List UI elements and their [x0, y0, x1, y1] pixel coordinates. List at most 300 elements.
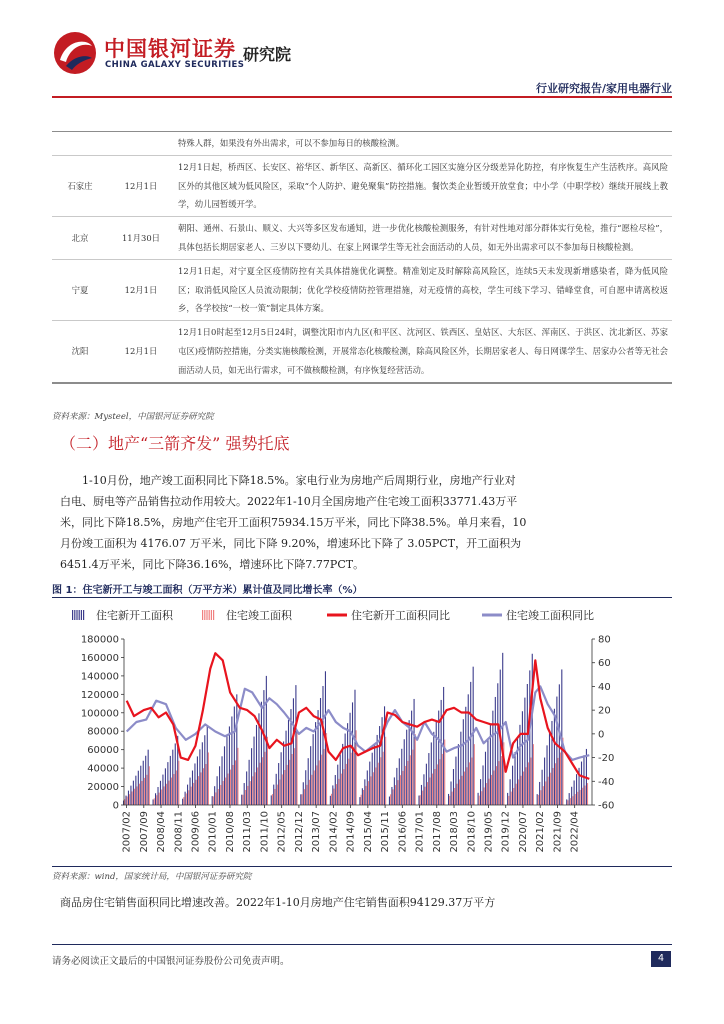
- bar-new-start: [197, 756, 198, 805]
- bar-new-start: [185, 792, 186, 805]
- bar-new-start: [226, 736, 227, 805]
- legend-swatch: [209, 610, 210, 620]
- y-left-tick-label: 100000: [80, 708, 119, 720]
- bar-completed: [245, 790, 246, 805]
- bar-completed: [144, 778, 145, 805]
- bar-new-start: [478, 793, 479, 805]
- bar-new-start: [448, 794, 449, 805]
- bar-completed: [516, 784, 517, 805]
- bar-completed: [225, 778, 226, 805]
- bar-completed: [252, 776, 253, 805]
- bar-new-start: [187, 785, 188, 805]
- bar-new-start: [438, 711, 439, 805]
- table-row: [52, 217, 672, 260]
- bar-completed: [513, 788, 514, 805]
- table-cell-content: 12月1日起，对宁夏全区疫情防控有关具体措施优化调整。精准划定及时解除高风险区，连续5天未发现新增感染者，降为低风险区；取消低风险区人员流动限制；优化学校疫情防控管理措施，对无疫情的高校，学生可线下学习、错峰堂食，可自愿申请离校返乡，各学校按“一校一策”制定具体方案。: [174, 259, 672, 320]
- bar-completed: [464, 772, 465, 805]
- bar-new-start: [145, 756, 146, 805]
- bar-completed: [400, 775, 401, 805]
- bar-new-start: [157, 787, 158, 805]
- bar-completed: [496, 766, 497, 805]
- bar-completed: [518, 779, 519, 805]
- figure-bottom-rule: [52, 866, 672, 867]
- bar-new-start: [423, 774, 424, 805]
- bar-new-start: [202, 742, 203, 805]
- bar-completed: [553, 768, 554, 805]
- bar-new-start: [436, 721, 437, 805]
- legend-entry: 住宅新开工面积同比: [351, 609, 450, 622]
- bar-new-start: [305, 770, 306, 805]
- bar-completed: [410, 755, 411, 805]
- bar-completed: [208, 752, 209, 805]
- legend-swatch: [83, 610, 84, 620]
- legend-swatch: [206, 610, 207, 620]
- bar-new-start: [559, 684, 560, 805]
- bar-new-start: [502, 653, 503, 805]
- bar-completed: [466, 767, 467, 805]
- bar-completed: [301, 794, 302, 805]
- table-row: [52, 321, 672, 383]
- bar-completed: [430, 777, 431, 805]
- x-tick-label: 2018/03: [449, 811, 461, 853]
- bar-new-start: [374, 744, 375, 805]
- bar-new-start: [293, 698, 294, 805]
- bar-new-start: [539, 782, 540, 805]
- y-right-tick-label: 40: [598, 681, 611, 693]
- bar-new-start: [401, 749, 402, 805]
- table-cell-date: [108, 132, 174, 156]
- figure-top-rule: [52, 597, 672, 598]
- bar-new-start: [130, 786, 131, 805]
- bar-new-start: [497, 683, 498, 805]
- section-title: （二）地产“三箭齐发” 强势托底: [60, 434, 290, 453]
- bar-completed: [412, 750, 413, 805]
- bar-completed: [397, 780, 398, 805]
- bar-new-start: [527, 684, 528, 805]
- bar-new-start: [308, 758, 309, 805]
- y-right-tick-label: 20: [598, 705, 611, 717]
- x-tick-label: 2014/09: [345, 811, 357, 853]
- y-left-tick-label: 40000: [87, 763, 119, 775]
- figure-title: 图 1：住宅新开工与竣工面积（万平方米）累计值及同比增长率（%）: [52, 585, 363, 596]
- bar-new-start: [347, 723, 348, 805]
- bar-completed: [284, 770, 285, 805]
- bar-completed: [405, 766, 406, 805]
- bar-new-start: [394, 777, 395, 805]
- y-left-tick-label: 60000: [87, 745, 119, 757]
- bar-completed: [457, 784, 458, 805]
- report-type: 行业研究报告/家用电器行业: [535, 82, 672, 95]
- bar-completed: [186, 793, 187, 805]
- bar-new-start: [574, 780, 575, 805]
- bar-completed: [572, 796, 573, 805]
- bar-new-start: [125, 796, 126, 805]
- table-cell-content: 12月1日起，桥西区、长安区、裕华区、新华区、高新区、循环化工园区实施分区分级差异化防控，有序恢复生产生活秩序。高风险区外的其他区域为低风险区，采取“个人防护、避免聚集”防控措施。餐饮类企业暂缓开放堂食；中小学（中职学校）继续开展线上教学，幼儿园暂缓开学。: [174, 155, 672, 216]
- bar-new-start: [207, 727, 208, 805]
- bar-completed: [575, 794, 576, 805]
- bar-completed: [570, 798, 571, 805]
- bar-completed: [449, 796, 450, 805]
- bar-new-start: [431, 742, 432, 805]
- x-tick-label: 2020/07: [517, 811, 529, 853]
- bar-completed: [333, 789, 334, 805]
- table-cell-city: 北京: [52, 217, 108, 260]
- bar-new-start: [404, 739, 405, 805]
- y-right-tick-label: 0: [598, 729, 605, 741]
- bar-new-start: [389, 797, 390, 805]
- x-tick-label: 2017/08: [431, 811, 443, 853]
- bar-new-start: [271, 795, 272, 805]
- table-cell-date: 12月1日: [108, 155, 174, 216]
- bar-new-start: [542, 770, 543, 805]
- bar-new-start: [281, 752, 282, 805]
- bar-completed: [156, 795, 157, 805]
- bar-completed: [198, 776, 199, 805]
- bar-new-start: [310, 746, 311, 805]
- bar-new-start: [138, 771, 139, 805]
- bar-completed: [137, 786, 138, 805]
- bar-completed: [538, 795, 539, 805]
- y-left-tick-label: 120000: [80, 689, 119, 701]
- bar-completed: [154, 798, 155, 805]
- bar-completed: [304, 789, 305, 805]
- bar-completed: [548, 777, 549, 805]
- table-row: [52, 132, 672, 156]
- y-left-tick-label: 20000: [87, 782, 119, 794]
- bar-completed: [439, 759, 440, 805]
- bar-completed: [279, 780, 280, 805]
- bar-new-start: [409, 720, 410, 805]
- bar-new-start: [153, 799, 154, 805]
- bar-new-start: [524, 698, 525, 805]
- bar-completed: [471, 758, 472, 805]
- bar-new-start: [246, 771, 247, 805]
- x-tick-label: 2008/04: [156, 811, 168, 853]
- brand-name-cn: 中国银河证券: [104, 37, 236, 61]
- bar-new-start: [133, 781, 134, 805]
- bar-completed: [149, 766, 150, 805]
- bar-completed: [247, 786, 248, 805]
- bar-completed: [338, 779, 339, 805]
- bar-completed: [188, 790, 189, 805]
- bar-completed: [555, 763, 556, 805]
- bar-completed: [166, 784, 167, 805]
- footer-divider: [52, 944, 672, 945]
- x-tick-label: 2010/01: [207, 811, 219, 853]
- bar-new-start: [165, 768, 166, 805]
- bar-new-start: [241, 795, 242, 805]
- table-cell-city: 宁夏: [52, 259, 108, 320]
- x-tick-label: 2016/06: [397, 811, 409, 853]
- x-tick-label: 2009/06: [190, 811, 202, 853]
- bar-completed: [452, 792, 453, 805]
- legend-swatch: [76, 610, 77, 620]
- bar-completed: [365, 786, 366, 805]
- bar-completed: [454, 788, 455, 805]
- bar-completed: [260, 763, 261, 805]
- legend-swatch: [204, 610, 205, 620]
- bar-new-start: [362, 788, 363, 805]
- bar-new-start: [236, 694, 237, 805]
- bar-completed: [385, 737, 386, 805]
- x-tick-label: 2022/04: [569, 811, 581, 853]
- bar-completed: [215, 792, 216, 805]
- bar-completed: [134, 789, 135, 805]
- bar-new-start: [465, 707, 466, 805]
- bar-new-start: [345, 734, 346, 805]
- bar-new-start: [512, 766, 513, 805]
- bar-completed: [434, 769, 435, 805]
- legend-swatch: [211, 610, 212, 620]
- bar-completed: [255, 772, 256, 805]
- bar-new-start: [473, 667, 474, 805]
- bar-new-start: [332, 785, 333, 805]
- bar-completed: [176, 770, 177, 805]
- header-divider: [52, 96, 672, 98]
- y-right-tick-label: 80: [598, 634, 611, 646]
- bar-new-start: [249, 760, 250, 805]
- bar-new-start: [313, 734, 314, 805]
- table-cell-date: 12月1日: [108, 321, 174, 383]
- bar-new-start: [330, 796, 331, 805]
- x-tick-label: 2011/03: [242, 811, 254, 853]
- policy-table: [52, 131, 672, 384]
- bar-completed: [582, 788, 583, 805]
- bar-new-start: [359, 797, 360, 805]
- bar-completed: [341, 774, 342, 805]
- bar-new-start: [192, 771, 193, 805]
- bar-completed: [324, 749, 325, 805]
- bar-new-start: [276, 774, 277, 805]
- paragraph-line: 月份竣工面积为 4176.07 万平米，同比下降 9.20%，增速环比下降了 3.05PCT，开工面积为: [60, 537, 522, 550]
- bar-completed: [319, 760, 320, 805]
- bar-completed: [173, 774, 174, 805]
- y-left-tick-label: 0: [112, 800, 119, 812]
- bar-completed: [528, 762, 529, 805]
- bar-completed: [511, 792, 512, 805]
- bar-completed: [523, 772, 524, 805]
- bar-new-start: [221, 756, 222, 805]
- bar-new-start: [128, 791, 129, 805]
- bar-new-start: [455, 757, 456, 805]
- bar-new-start: [273, 785, 274, 805]
- bar-completed: [265, 752, 266, 805]
- bar-new-start: [160, 781, 161, 805]
- bar-completed: [316, 765, 317, 805]
- x-tick-label: 2008/11: [173, 811, 185, 853]
- legend-swatch: [74, 610, 75, 620]
- x-tick-label: 2015/11: [380, 811, 392, 853]
- bar-new-start: [219, 766, 220, 805]
- bar-series: [123, 653, 588, 805]
- bar-completed: [415, 734, 416, 805]
- bar-new-start: [170, 756, 171, 805]
- bar-completed: [203, 768, 204, 805]
- bar-completed: [146, 775, 147, 805]
- bar-completed: [383, 752, 384, 805]
- bar-new-start: [212, 796, 213, 805]
- bar-new-start: [300, 794, 301, 805]
- y-right-tick-label: 60: [598, 658, 611, 670]
- bar-completed: [205, 764, 206, 805]
- bar-new-start: [288, 720, 289, 805]
- bar-new-start: [244, 783, 245, 805]
- bar-completed: [272, 794, 273, 805]
- bar-completed: [368, 781, 369, 805]
- bar-new-start: [335, 775, 336, 805]
- bar-completed: [407, 761, 408, 805]
- bar-completed: [580, 790, 581, 805]
- bar-completed: [370, 776, 371, 805]
- bar-completed: [577, 792, 578, 805]
- table-cell-content: 朝阳、通州、石景山、顺义、大兴等多区发布通知，进一步优化核酸检测服务，有针对性地对部分群体实行免检，推行“愿检尽检”，具体包括长期居家老人、三岁以下婴幼儿、在家上网课学生等无社会面活动的人员，如无外出需求可以不参加每日核酸检测。: [174, 217, 672, 260]
- bar-new-start: [172, 750, 173, 805]
- bar-new-start: [485, 752, 486, 805]
- x-tick-label: 2014/02: [328, 811, 340, 853]
- bar-completed: [501, 756, 502, 805]
- bar-new-start: [414, 699, 415, 805]
- bar-completed: [432, 774, 433, 805]
- bar-completed: [297, 732, 298, 805]
- bar-completed: [373, 772, 374, 805]
- bar-completed: [183, 797, 184, 805]
- bar-new-start: [303, 782, 304, 805]
- table-cell-city: 石家庄: [52, 155, 108, 216]
- legend-entry: 住宅竣工面积: [226, 609, 292, 622]
- x-tick-label: 2018/10: [466, 811, 478, 853]
- legend-swatch: [213, 610, 214, 620]
- institute-label: 研究院: [243, 45, 292, 64]
- bar-new-start: [554, 709, 555, 805]
- bar-new-start: [556, 697, 557, 805]
- bar-new-start: [342, 744, 343, 805]
- bar-completed: [242, 795, 243, 805]
- bar-completed: [474, 744, 475, 805]
- bar-new-start: [337, 765, 338, 805]
- bar-completed: [558, 758, 559, 805]
- bar-completed: [479, 796, 480, 805]
- table-source: 资料来源：Mysteel，中国银河证券研究院: [52, 412, 214, 422]
- bar-completed: [178, 761, 179, 805]
- bar-completed: [489, 779, 490, 805]
- bar-completed: [540, 790, 541, 805]
- bar-new-start: [234, 707, 235, 805]
- bar-completed: [442, 754, 443, 805]
- bar-completed: [395, 785, 396, 805]
- bar-completed: [336, 784, 337, 805]
- bar-completed: [375, 767, 376, 805]
- bar-new-start: [256, 725, 257, 805]
- bar-new-start: [549, 733, 550, 805]
- x-tick-label: 2012/05: [276, 811, 288, 853]
- bar-completed: [262, 757, 263, 805]
- body-paragraph: [60, 470, 680, 575]
- bar-completed: [422, 791, 423, 805]
- bar-new-start: [278, 763, 279, 805]
- bar-completed: [141, 781, 142, 805]
- x-tick-label: 2021/09: [552, 811, 564, 853]
- bar-completed: [218, 789, 219, 805]
- bar-new-start: [460, 732, 461, 805]
- bar-new-start: [364, 779, 365, 805]
- bar-new-start: [406, 730, 407, 805]
- bar-new-start: [458, 744, 459, 805]
- bar-completed: [331, 794, 332, 805]
- bar-new-start: [441, 700, 442, 805]
- bar-new-start: [322, 686, 323, 805]
- bar-new-start: [581, 762, 582, 805]
- bar-new-start: [231, 716, 232, 805]
- bar-new-start: [482, 765, 483, 805]
- bar-completed: [486, 783, 487, 805]
- bar-new-start: [148, 750, 149, 805]
- bar-new-start: [189, 778, 190, 805]
- table-cell-date: 11月30日: [108, 217, 174, 260]
- bar-new-start: [571, 787, 572, 805]
- bar-new-start: [320, 698, 321, 805]
- table-cell-content: 12月1日0时起至12月5日24时，调整沈阳市内九区(和平区、沈河区、铁西区、皇姑区、大东区、浑南区、于洪区、沈北新区、苏家屯区)疫情防控措施，分类实施核酸检测，开展常态化核酸检测，除高风险区外，长期居家老人、每日网课学生、居家办公者等无社会面活动人员，如无出行需求，可不做核酸检测，有序恢复经营活动。: [174, 321, 672, 383]
- bar-new-start: [495, 697, 496, 805]
- x-tick-label: 2013/07: [311, 811, 323, 853]
- bar-new-start: [199, 749, 200, 805]
- x-tick-label: 2007/09: [138, 811, 150, 853]
- bar-completed: [491, 775, 492, 805]
- bar-completed: [481, 791, 482, 805]
- bar-completed: [294, 748, 295, 805]
- bar-completed: [321, 755, 322, 805]
- bar-completed: [484, 787, 485, 805]
- bar-completed: [161, 790, 162, 805]
- bar-completed: [309, 780, 310, 805]
- y-left-tick-label: 140000: [80, 671, 119, 683]
- y-left-tick-label: 80000: [87, 726, 119, 738]
- bar-new-start: [155, 793, 156, 805]
- paragraph-line: 6451.4万平米，同比下降36.16%，增速环比下降7.77PCT。: [60, 558, 365, 571]
- bar-new-start: [340, 754, 341, 805]
- galaxy-logo-icon: [52, 30, 98, 76]
- bar-completed: [543, 786, 544, 805]
- legend-swatch: [81, 610, 82, 620]
- bar-new-start: [507, 793, 508, 805]
- y-right-tick-label: -40: [598, 776, 615, 788]
- bar-new-start: [175, 743, 176, 805]
- bar-new-start: [470, 682, 471, 805]
- table-row: [52, 155, 672, 216]
- x-tick-label: 2015/04: [362, 811, 374, 853]
- bar-new-start: [583, 755, 584, 805]
- bar-completed: [380, 757, 381, 805]
- bar-new-start: [194, 763, 195, 805]
- brand-name-en: CHINA GALAXY SECURITIES: [105, 60, 245, 70]
- bar-new-start: [576, 774, 577, 805]
- bar-new-start: [140, 766, 141, 805]
- bar-new-start: [433, 732, 434, 805]
- table-cell-city: 沈阳: [52, 321, 108, 383]
- paragraph-line: 1-10月份，地产竣工面积同比下降18.5%。家电行业为房地产后周期行业，房地产行业对: [82, 474, 516, 487]
- bar-new-start: [396, 768, 397, 805]
- bar-new-start: [566, 799, 567, 805]
- bar-new-start: [421, 785, 422, 805]
- paragraph-line: 米，同比下降18.5%，房地产住宅开工面积75934.15万平米，同比下降38.5%。单月来看，10: [60, 516, 527, 529]
- y-left-tick-label: 160000: [80, 652, 119, 664]
- bar-new-start: [428, 753, 429, 805]
- bar-completed: [462, 776, 463, 805]
- bar-new-start: [418, 796, 419, 805]
- bar-completed: [498, 761, 499, 805]
- bar-new-start: [367, 770, 368, 805]
- bar-completed: [533, 744, 534, 805]
- x-tick-label: 2007/02: [121, 811, 133, 853]
